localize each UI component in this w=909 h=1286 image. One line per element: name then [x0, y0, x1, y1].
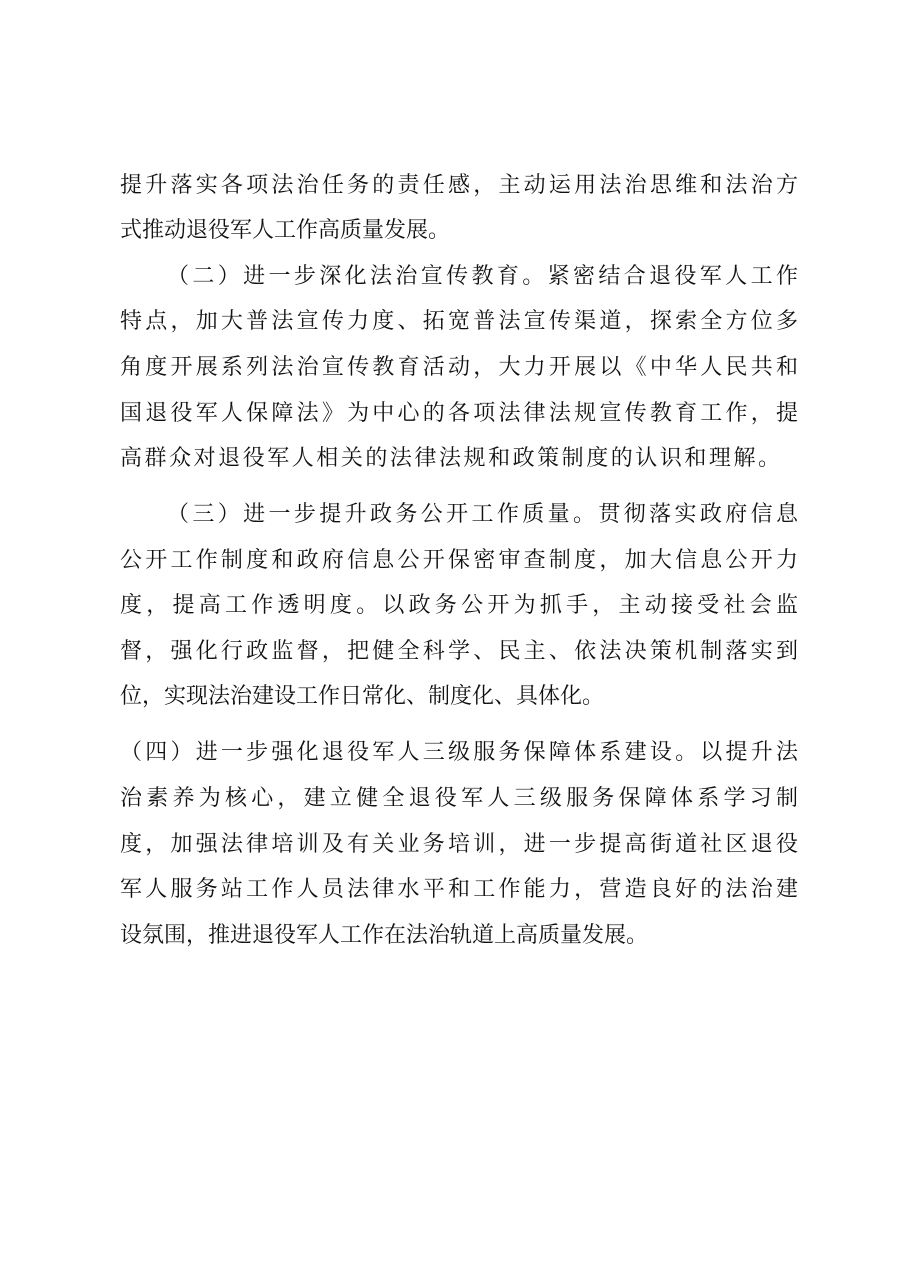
text-line: 角度开展系列法治宣传教育活动，大力开展以《中华人民共和	[120, 355, 798, 380]
text-line: 督，强化行政监督，把健全科学、民主、依法决策机制落实到	[120, 639, 798, 664]
text-line: （三）进一步提升政务公开工作质量。贯彻落实政府信息	[167, 502, 798, 527]
text-line: 度，加强法律培训及有关业务培训，进一步提高街道社区退役	[120, 832, 798, 857]
text-line: 治素养为核心，建立健全退役军人三级服务保障体系学习制	[120, 786, 798, 811]
text-line: 设氛围，推进退役军人工作在法治轨道上高质量发展。	[120, 923, 649, 948]
text-line: 式推动退役军人工作高质量发展。	[120, 218, 451, 243]
text-line: （二）进一步深化法治宣传教育。紧密结合退役军人工作	[167, 264, 798, 289]
text-line: 度，提高工作透明度。以政务公开为抓手，主动接受社会监	[120, 593, 798, 618]
text-line: 高群众对退役军人相关的法律法规和政策制度的认识和理解。	[120, 446, 780, 471]
text-line: 国退役军人保障法》为中心的各项法律法规宣传教育工作，提	[120, 401, 798, 426]
text-line: （四）进一步强化退役军人三级服务保障体系建设。以提升法	[120, 740, 798, 765]
text-line: 位，实现法治建设工作日常化、制度化、具体化。	[120, 684, 605, 709]
text-line: 军人服务站工作人员法律水平和工作能力，营造良好的法治建	[120, 877, 798, 902]
text-line: 公开工作制度和政府信息公开保密审查制度，加大信息公开力	[120, 548, 798, 573]
text-line: 特点，加大普法宣传力度、拓宽普法宣传渠道，探索全方位多	[120, 309, 798, 334]
text-line: 提升落实各项法治任务的责任感，主动运用法治思维和法治方	[120, 173, 798, 198]
